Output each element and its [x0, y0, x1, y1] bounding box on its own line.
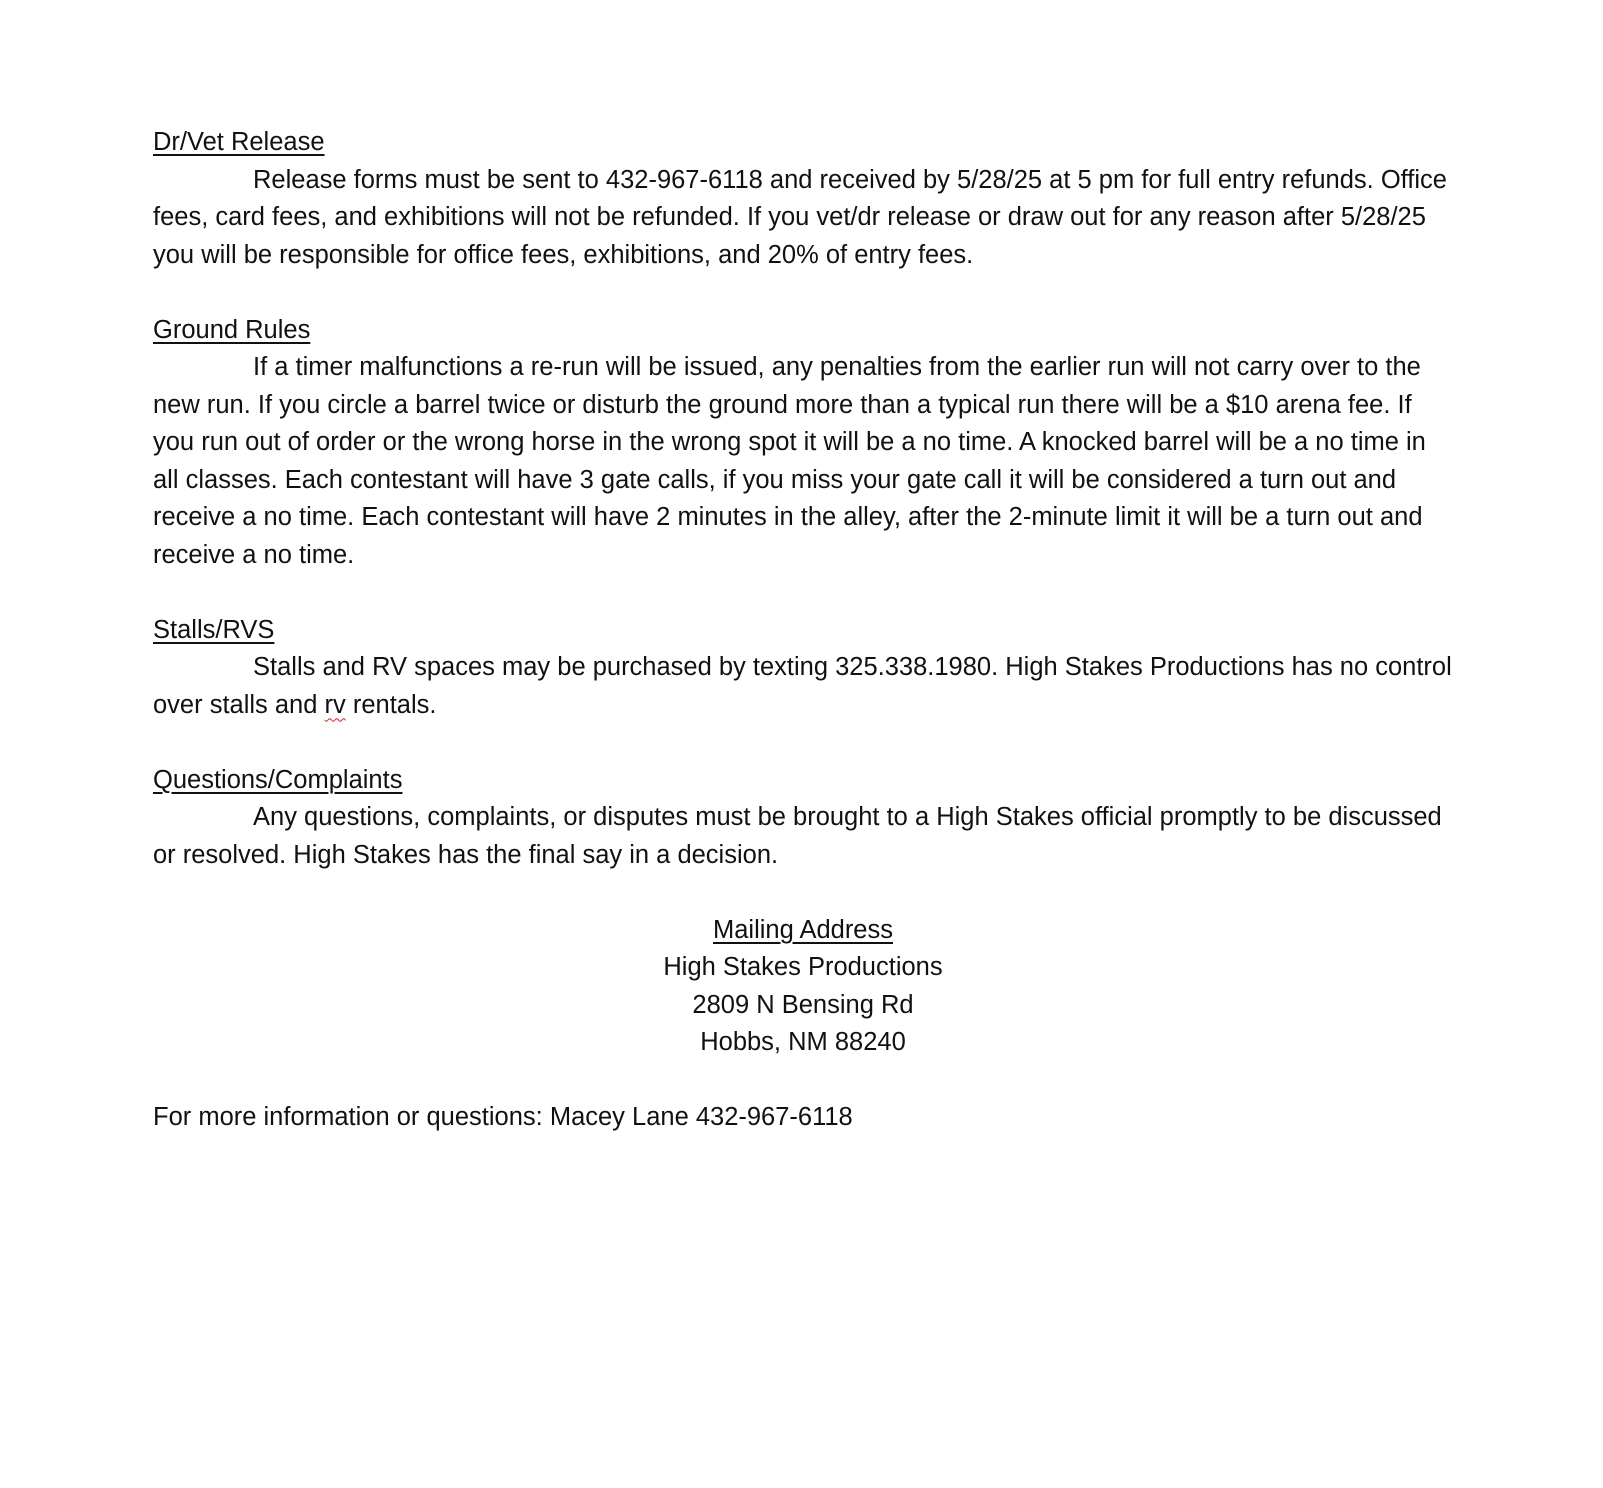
spellcheck-flagged-word[interactable]: rv — [324, 690, 346, 719]
section-heading: Questions/Complaints — [153, 765, 403, 794]
section-questions-complaints — [153, 762, 1453, 875]
section-heading: Stalls/RVS — [153, 615, 275, 644]
section-ground-rules — [153, 312, 1453, 575]
section-body: If a timer malfunctions a re-run will be issued, any penalties from the earlier run will not carry over to the new run. If you circle a barrel twice or disturb the ground more than a typical run there will be a $10 arena fee. If you run out of order or the wrong horse in the wrong spot it will be a no time. A knocked barrel will be a no time in all classes. Each contestant will have 3 gate calls, if you miss your gate call it will be considered a turn out and receive a no time. Each contestant will have 2 minutes in the alley, after the 2-minute limit it will be a turn out and receive a no time. — [153, 353, 1426, 569]
mailing-address-street: 2809 N Bensing Rd — [692, 990, 914, 1019]
contact-info: For more information or questions: Macey Lane 432-967-6118 — [153, 1103, 853, 1131]
document-page — [153, 124, 1453, 1137]
section-stalls-rvs — [153, 612, 1453, 725]
section-body — [153, 649, 1453, 724]
section-body-text: Stalls and RV spaces may be purchased by texting 325.338.1980. High Stakes Productions has no control over stalls and — [153, 653, 1452, 719]
mailing-address-heading: Mailing Address — [712, 915, 893, 944]
mailing-address-city: Hobbs, NM 88240 — [700, 1028, 906, 1056]
section-heading: Ground Rules — [153, 315, 311, 344]
mailing-address-name: High Stakes Productions — [663, 953, 943, 981]
section-body: Any questions, complaints, or disputes must be brought to a High Stakes official promptly to be discussed or resolved. High Stakes has the final say in a decision. — [153, 803, 1442, 869]
section-body-text: rentals. — [345, 690, 437, 719]
section-dr-vet-release — [153, 124, 1453, 274]
section-body: Release forms must be sent to 432-967-6118 and received by 5/28/25 at 5 pm for full entry refunds. Office fees, card fees, and exhibitions will not be refunded. If you vet/dr release or draw out for any reason after 5/28/25 you will be responsible for office fees, exhibitions, and 20% of entry fees. — [153, 165, 1447, 269]
section-heading: Dr/Vet Release — [153, 128, 325, 156]
mailing-address-block — [153, 912, 1453, 1062]
